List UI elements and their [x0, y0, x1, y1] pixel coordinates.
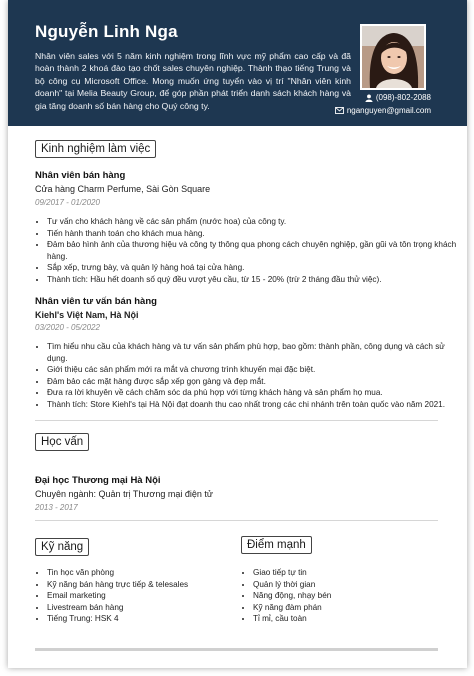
education-school: Đại học Thương mại Hà Nội: [35, 475, 161, 486]
list-item: • Tư vấn cho khách hàng về các sản phẩm (nước hoa) của công ty.: [47, 216, 457, 228]
job-bullets-1: [35, 216, 457, 286]
job-company-1: Cửa hàng Charm Perfume, Sài Gòn Square: [35, 184, 211, 194]
strengths-list: [241, 567, 443, 625]
profile-summary: Nhân viên sales với 5 năm kinh nghiệm trong lĩnh vực mỹ phẩm cao cấp và đã hoàn thành 2 khoá đào tạo chốt sales chuyên nghiệp. Thành thạo tiếng Trung và bộ công cụ Microsoft Office. Mong muốn ứng tuyển vào vị trí "Nhân viên kinh doanh" tại Melia Beauty Group, để góp phần phát triển danh sách khách hàng và gia tăng doanh số bán hàng cho Quý công ty.: [35, 51, 351, 111]
section-divider: [35, 520, 438, 521]
resume-header: [8, 0, 467, 126]
section-title-strengths: Điểm mạnh: [241, 536, 312, 554]
list-item: • Thành tích: Hầu hết doanh số quý đều vượt yêu cầu, từ 15 - 20% (trừ 2 tháng đầu thử việc).: [47, 274, 457, 286]
phone-number: (098)-802-2088: [375, 93, 431, 102]
list-item: • Kỹ năng bán hàng trực tiếp & telesales: [47, 579, 237, 591]
job-date-2: 03/2020 - 05/2022: [35, 323, 100, 332]
resume-page: [8, 0, 467, 668]
bottom-rule: [35, 648, 438, 651]
profile-photo: [360, 24, 426, 90]
list-item: • Tin học văn phòng: [47, 567, 237, 579]
envelope-icon: [335, 107, 344, 114]
list-item: • Tiếng Trung: HSK 4: [47, 613, 237, 625]
skills-list: [35, 567, 237, 625]
contact-phone: [365, 93, 431, 102]
email-address[interactable]: nganguyen@gmail.com: [346, 106, 431, 115]
list-item: • Quản lý thời gian: [253, 579, 443, 591]
education-date: 2013 - 2017: [35, 503, 78, 512]
job-date-1: 09/2017 - 01/2020: [35, 198, 100, 207]
list-item: • Đảm bảo các mặt hàng được sắp xếp gọn gàng và đẹp mắt.: [47, 376, 457, 388]
candidate-name: Nguyễn Linh Nga: [35, 22, 178, 41]
list-item: • Đảm bảo hình ảnh của thương hiệu và công ty thông qua phong cách chuyên nghiệp, gần gũi và tôn trọng khách hàng.: [47, 239, 457, 262]
profile-photo-image: [362, 26, 424, 88]
list-item: • Tiến hành thanh toán cho khách mua hàng.: [47, 228, 457, 240]
list-item: • Tỉ mỉ, cầu toàn: [253, 613, 443, 625]
list-item: • Thành tích: Store Kiehl's tại Hà Nội đạt doanh thu cao nhất trong các chi nhánh trên toàn quốc vào năm 2021.: [47, 399, 457, 411]
job-company-2: Kiehl's Việt Nam, Hà Nội: [35, 310, 139, 320]
job-bullets-2: [35, 341, 457, 411]
list-item: • Giao tiếp tự tin: [253, 567, 443, 579]
list-item: • Sắp xếp, trưng bày, và quản lý hàng hoá tại cửa hàng.: [47, 262, 457, 274]
list-item: • Tìm hiểu nhu cầu của khách hàng và tư vấn sản phẩm phù hợp, bao gồm: thành phần, công dụng và cách sử dụng.: [47, 341, 457, 364]
list-item: • Giới thiệu các sản phẩm mới ra mắt và chương trình khuyến mại đặc biệt.: [47, 364, 457, 376]
job-title-2: Nhân viên tư vấn bán hàng: [35, 296, 157, 307]
list-item: • Email marketing: [47, 590, 237, 602]
person-icon: [365, 94, 373, 102]
section-title-experience: Kinh nghiệm làm việc: [35, 140, 156, 158]
section-title-education: Học vấn: [35, 433, 89, 451]
job-title-1: Nhân viên bán hàng: [35, 170, 126, 181]
section-divider: [35, 420, 438, 421]
contact-email: [335, 106, 431, 115]
list-item: • Livestream bán hàng: [47, 602, 237, 614]
list-item: • Kỹ năng đàm phán: [253, 602, 443, 614]
section-title-skills: Kỹ năng: [35, 538, 89, 556]
education-major: Chuyên ngành: Quản trị Thương mại điện tử: [35, 489, 213, 499]
list-item: • Năng động, nhạy bén: [253, 590, 443, 602]
list-item: • Đưa ra lời khuyên về cách chăm sóc da phù hợp với từng khách hàng và sản phẩm họ mua.: [47, 387, 457, 399]
